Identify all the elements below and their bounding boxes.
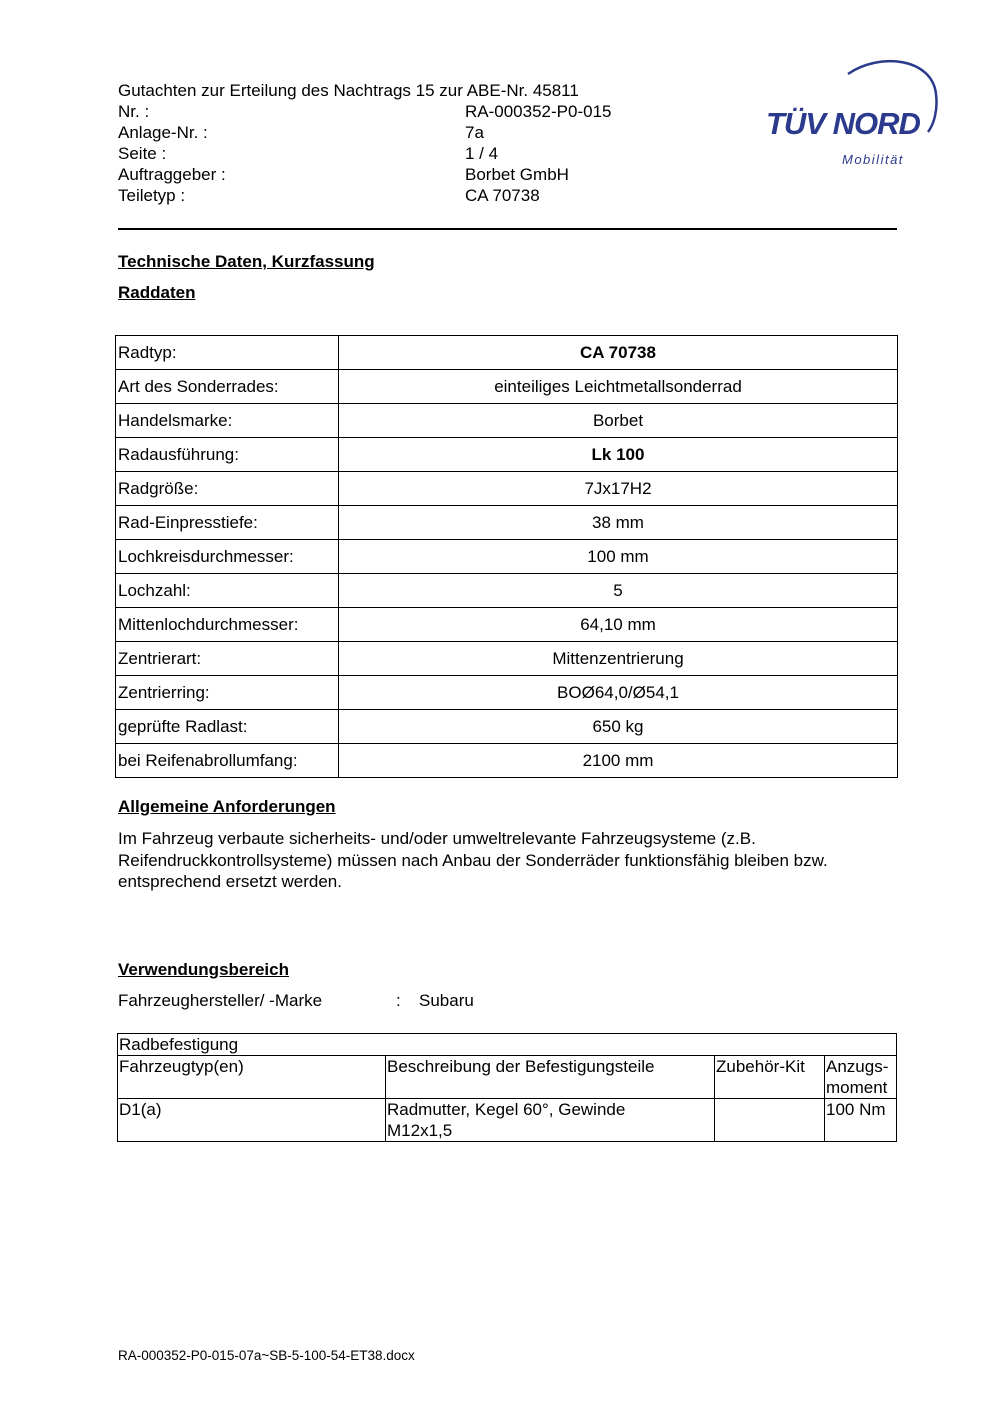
table-row <box>116 710 898 744</box>
header-value: 1 / 4 <box>465 144 499 163</box>
table-row <box>116 676 898 710</box>
row-value: 38 mm <box>339 506 898 540</box>
table-caption: Radbefestigung <box>118 1034 897 1056</box>
table-row <box>116 642 898 676</box>
table-row <box>116 574 898 608</box>
table-row <box>116 336 898 370</box>
header-row-teiletyp <box>118 185 540 206</box>
column-header-torque <box>825 1056 897 1099</box>
row-value: 7Jx17H2 <box>339 472 898 506</box>
section-heading-raddaten: Raddaten <box>118 283 196 302</box>
requirements-paragraph: Im Fahrzeug verbaute sicherheits- und/oder umweltrelevante Fahrzeugsysteme (z.B. Reifendruckkontrollsysteme) müssen nach Anbau der Sonderräder funktionsfähig bleiben bzw. entsprechend ersetzt werden. <box>118 829 828 891</box>
description-line: M12x1,5 <box>387 1121 453 1140</box>
header-value: CA 70738 <box>465 186 540 205</box>
row-value: CA 70738 <box>339 336 898 370</box>
cell-description <box>386 1099 715 1142</box>
row-label: Radtyp: <box>116 336 339 370</box>
table-row <box>116 608 898 642</box>
row-value: 2100 mm <box>339 744 898 778</box>
row-label: geprüfte Radlast: <box>116 710 339 744</box>
table-row <box>116 472 898 506</box>
header-label: Teiletyp : <box>118 186 186 205</box>
footer-filename: RA-000352-P0-015-07a~SB-5-100-54-ET38.docx <box>118 1348 415 1363</box>
table-header-row <box>118 1056 897 1099</box>
row-label: Rad-Einpresstiefe: <box>116 506 339 540</box>
row-label: Zentrierart: <box>116 642 339 676</box>
section-heading-requirements: Allgemeine Anforderungen <box>118 797 336 816</box>
header-row-anlage <box>118 122 484 143</box>
table-row <box>116 744 898 778</box>
header-label: Auftraggeber : <box>118 165 226 184</box>
row-label: Art des Sonderrades: <box>116 370 339 404</box>
row-value: einteiliges Leichtmetallsonderrad <box>339 370 898 404</box>
table-row <box>116 438 898 472</box>
row-label: Radausführung: <box>116 438 339 472</box>
column-header: Beschreibung der Befestigungsteile <box>386 1056 715 1099</box>
header-line: Anzugs- <box>826 1057 889 1076</box>
cell-vehicle-type: D1(a) <box>118 1099 386 1142</box>
table-row <box>116 540 898 574</box>
column-header: Zubehör-Kit <box>715 1056 825 1099</box>
section-heading-technical: Technische Daten, Kurzfassung <box>118 252 375 271</box>
manufacturer-value: Subaru <box>419 991 474 1010</box>
cell-torque: 100 Nm <box>825 1099 897 1142</box>
table-row <box>116 404 898 438</box>
header-value: Borbet GmbH <box>465 165 569 184</box>
header-value: RA-000352-P0-015 <box>465 102 612 121</box>
logo-brand: TÜV NORD <box>766 106 920 141</box>
header-row-seite <box>118 143 499 164</box>
row-label: Handelsmarke: <box>116 404 339 438</box>
logo-subtitle: Mobilität <box>842 152 904 167</box>
row-label: bei Reifenabrollumfang: <box>116 744 339 778</box>
wheel-data-table <box>115 335 898 778</box>
section-heading-usage: Verwendungsbereich <box>118 960 289 979</box>
row-value: 64,10 mm <box>339 608 898 642</box>
header-line: moment <box>826 1078 888 1097</box>
row-label: Lochkreisdurchmesser: <box>116 540 339 574</box>
cell-kit <box>715 1099 825 1142</box>
header-divider <box>118 228 897 230</box>
row-label: Radgröße: <box>116 472 339 506</box>
header-row-auftraggeber <box>118 164 569 185</box>
table-caption-row <box>118 1034 897 1056</box>
header-label: Seite : <box>118 144 167 163</box>
row-value: 650 kg <box>339 710 898 744</box>
header-row-nr <box>118 101 612 122</box>
manufacturer-separator: : <box>396 991 401 1010</box>
table-row <box>116 506 898 540</box>
header-value: 7a <box>465 123 484 142</box>
row-value: Mittenzentrierung <box>339 642 898 676</box>
row-value: 100 mm <box>339 540 898 574</box>
header-label: Nr. : <box>118 102 150 121</box>
table-row <box>116 370 898 404</box>
column-header: Fahrzeugtyp(en) <box>118 1056 386 1099</box>
table-row <box>118 1099 897 1142</box>
manufacturer-label: Fahrzeughersteller/ -Marke <box>118 991 323 1010</box>
header-label: Anlage-Nr. : <box>118 123 208 142</box>
document-title: Gutachten zur Erteilung des Nachtrags 15 zur ABE-Nr. 45811 <box>118 81 579 100</box>
mounting-table <box>117 1033 897 1142</box>
row-label: Lochzahl: <box>116 574 339 608</box>
description-line: Radmutter, Kegel 60°, Gewinde <box>387 1100 626 1119</box>
row-label: Mittenlochdurchmesser: <box>116 608 339 642</box>
row-value: BOØ64,0/Ø54,1 <box>339 676 898 710</box>
row-value: 5 <box>339 574 898 608</box>
row-value: Lk 100 <box>339 438 898 472</box>
row-label: Zentrierring: <box>116 676 339 710</box>
row-value: Borbet <box>339 404 898 438</box>
